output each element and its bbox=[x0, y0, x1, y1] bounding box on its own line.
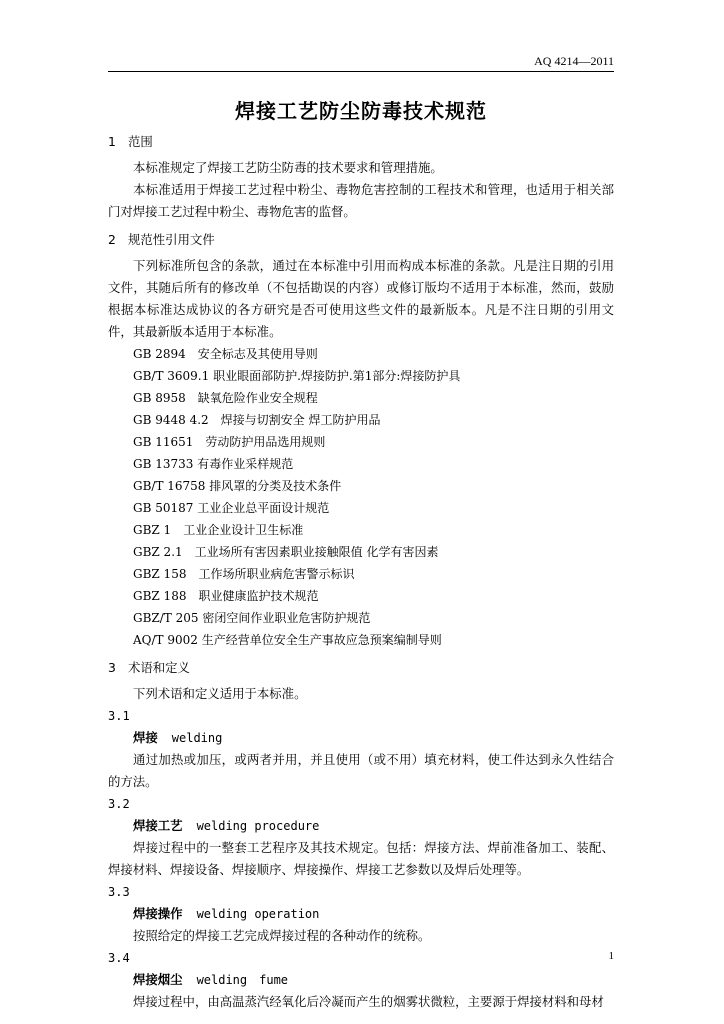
reference-item: GB 9448 4.2 焊接与切割安全 焊工防护用品 bbox=[133, 413, 381, 427]
reference-item: GBZ/T 205 密闭空间作业职业危害防护规范 bbox=[133, 611, 371, 625]
reference-item: GBZ 2.1 工业场所有害因素职业接触限值 化学有害因素 bbox=[133, 545, 439, 559]
paragraph: 本标准规定了焊接工艺防尘防毒的技术要求和管理措施。 bbox=[133, 160, 443, 175]
reference-item: GB/T 16758 排风罩的分类及技术条件 bbox=[133, 479, 342, 493]
term-definition: 按照给定的焊接工艺完成焊接过程的各种动作的统称。 bbox=[133, 928, 431, 943]
term-definition: 通过加热或加压，或两者并用，并且使用（或不用）填充材料，使工件达到永久性结合的方法。 bbox=[108, 752, 614, 789]
term-entry bbox=[108, 969, 614, 991]
term-definition: 焊接过程中，由高温蒸汽经氧化后冷凝而产生的烟雾状微粒，主要源于焊接材料和母材 bbox=[133, 994, 604, 1009]
term-entry bbox=[108, 815, 614, 837]
term-english: welding bbox=[171, 731, 223, 745]
document-body bbox=[108, 131, 614, 1013]
section-title: 术语和定义 bbox=[128, 660, 190, 675]
document-title: 焊接工艺防尘防毒技术规范 bbox=[235, 99, 487, 123]
reference-item: GB 8958 缺氧危险作业安全规程 bbox=[133, 391, 318, 405]
term-number: 3.3 bbox=[108, 885, 130, 899]
term-entry bbox=[108, 727, 614, 749]
paragraph: 本标准适用于焊接工艺过程中粉尘、毒物危害控制的工程技术和管理，也适用于相关部门对焊接工艺过程中粉尘、毒物危害的监督。 bbox=[108, 182, 614, 219]
term-chinese: 焊接操作 bbox=[133, 906, 183, 921]
section-title: 范围 bbox=[128, 134, 153, 149]
section-title: 规范性引用文件 bbox=[128, 232, 215, 247]
term-chinese: 焊接工艺 bbox=[133, 818, 183, 833]
reference-item: GB 2894 安全标志及其使用导则 bbox=[133, 347, 318, 361]
section-number: 1 bbox=[108, 134, 116, 149]
reference-item: GBZ 1 工业企业设计卫生标准 bbox=[133, 523, 304, 537]
term-number: 3.1 bbox=[108, 709, 130, 723]
header-divider bbox=[108, 71, 614, 72]
section-number: 3 bbox=[108, 660, 116, 675]
term-entry bbox=[108, 903, 614, 925]
section-number: 2 bbox=[108, 232, 116, 247]
page-number: 1 bbox=[608, 950, 614, 962]
reference-item: GB 50187 工业企业总平面设计规范 bbox=[133, 501, 330, 515]
term-number: 3.4 bbox=[108, 951, 130, 965]
section-heading-normative-references bbox=[108, 229, 614, 251]
term-english: welding procedure bbox=[196, 819, 320, 833]
term-english: welding operation bbox=[196, 907, 320, 921]
term-chinese: 焊接烟尘 bbox=[133, 972, 183, 987]
paragraph: 下列术语和定义适用于本标准。 bbox=[133, 686, 307, 701]
reference-item: GBZ 188 职业健康监护技术规范 bbox=[133, 589, 319, 603]
term-definition: 焊接过程中的一整套工艺程序及其技术规定。包括：焊接方法、焊前准备加工、装配、焊接材料、焊接设备、焊接顺序、焊接操作、焊接工艺参数以及焊后处理等。 bbox=[108, 840, 614, 877]
term-number: 3.2 bbox=[108, 797, 130, 811]
standard-code: AQ 4214—2011 bbox=[534, 54, 614, 68]
section-heading-terms-definitions bbox=[108, 657, 614, 679]
term-chinese: 焊接 bbox=[133, 730, 158, 745]
reference-item: GBZ 158 工作场所职业病危害警示标识 bbox=[133, 567, 355, 581]
section-heading-scope bbox=[108, 131, 614, 153]
paragraph: 下列标准所包含的条款，通过在本标准中引用而构成本标准的条款。凡是注日期的引用文件，其随后所有的修改单（不包括勘误的内容）或修订版均不适用于本标准，然而，鼓励根据本标准达成协议的各方研究是否可使用这些文件的最新版本。凡是不注日期的引用文件，其最新版本适用于本标准。 bbox=[108, 258, 614, 339]
reference-item: GB/T 3609.1 职业眼面部防护.焊接防护.第1部分:焊接防护具 bbox=[133, 369, 461, 383]
term-english: welding fume bbox=[196, 973, 289, 987]
reference-item: AQ/T 9002 生产经营单位安全生产事故应急预案编制导则 bbox=[133, 633, 442, 647]
reference-item: GB 11651 劳动防护用品选用规则 bbox=[133, 435, 326, 449]
reference-item: GB 13733 有毒作业采样规范 bbox=[133, 457, 294, 471]
